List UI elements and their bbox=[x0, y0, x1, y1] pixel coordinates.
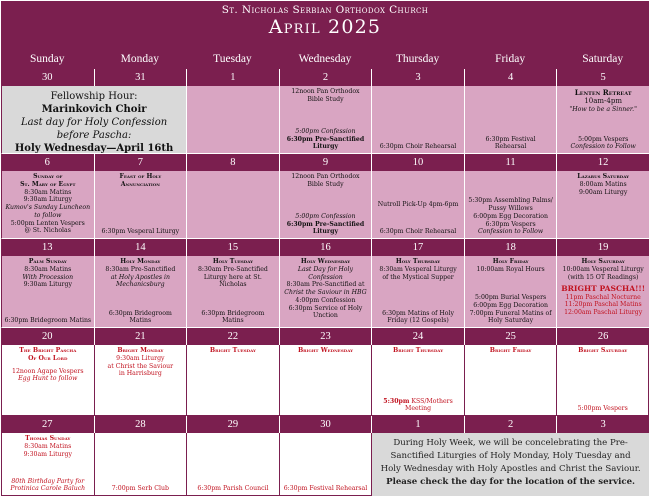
event-text: 7:00pm Funeral Matins of bbox=[469, 309, 552, 317]
event-title: Thomas Sunday bbox=[25, 435, 71, 442]
pascha-banner: BRIGHT PASCHA!!! bbox=[561, 284, 646, 294]
day-cell-apr24 bbox=[371, 345, 464, 416]
fellowship-hour-box bbox=[1, 86, 186, 154]
date-number: 31 bbox=[94, 69, 187, 86]
event-text: 6:00pm Egg Decoration bbox=[473, 212, 548, 220]
day-cell-apr28 bbox=[94, 433, 187, 496]
date-number: 2 bbox=[279, 69, 372, 86]
event-text: Matins bbox=[222, 317, 244, 325]
event-text: 8:30am Matins bbox=[24, 265, 72, 273]
date-number: 18 bbox=[464, 239, 557, 256]
event-text: at Holy Apostles in bbox=[110, 273, 170, 281]
event-text: Unction bbox=[313, 312, 338, 320]
day-cell-apr29 bbox=[186, 433, 279, 496]
event-text: 8:30am Matins bbox=[24, 442, 72, 450]
event-text: 6:30pm Choir Rehearsal bbox=[379, 143, 457, 151]
note-emphasis: Please check the day for the location of the service. bbox=[386, 476, 636, 487]
event-title: Holy Monday bbox=[120, 258, 161, 265]
event-text: at Christ the Saviour bbox=[107, 362, 174, 370]
event-text: (with 15 OT Readings) bbox=[567, 273, 639, 281]
date-number: 29 bbox=[186, 416, 279, 433]
event-text: 6:30pm Festival bbox=[485, 135, 536, 143]
date-number: 24 bbox=[371, 328, 464, 345]
day-cell-apr16 bbox=[279, 256, 372, 328]
date-number: 5 bbox=[556, 69, 649, 86]
event-text: to follow bbox=[34, 211, 62, 219]
day-cell-apr1 bbox=[186, 86, 279, 154]
date-number: 2 bbox=[464, 416, 557, 433]
event-title: Holy Saturday bbox=[581, 258, 625, 265]
event-text: Pussy Willows bbox=[488, 205, 533, 212]
day-cell-apr6 bbox=[1, 171, 94, 239]
day-cell-apr2 bbox=[279, 86, 372, 154]
event-text: Liturgy bbox=[312, 228, 339, 236]
event-text: 9:30am Liturgy bbox=[23, 196, 72, 204]
event-text: Nicholas bbox=[219, 281, 247, 289]
event-text: 6:30pm Service of Holy bbox=[288, 304, 363, 312]
event-text: Rehearsal bbox=[494, 143, 527, 151]
note-text: During Holy Week, we will be concelebrating the Pre-Sanctified Liturgies of Holy Monday, Holy Tuesday and Holy Wednesday with Holy Apostles and Christ the Saviour. bbox=[380, 438, 641, 474]
event-title: Lazarus Saturday bbox=[577, 173, 630, 180]
event-text: 10am-4pm bbox=[584, 97, 622, 105]
weekday-sunday: Sunday bbox=[30, 53, 65, 65]
event-text: 7:00pm Serb Club bbox=[111, 485, 169, 493]
fellowship-line: Fellowship Hour: bbox=[50, 91, 138, 102]
event-text: 6:30pm Pre-Sanctified bbox=[286, 220, 365, 228]
day-cell-apr19 bbox=[556, 256, 649, 328]
event-text: Liturgy bbox=[312, 143, 339, 151]
date-number: 13 bbox=[42, 242, 53, 253]
event-text: Meeting bbox=[404, 405, 432, 413]
event-title: Holy Tuesday bbox=[212, 258, 253, 265]
date-number: 15 bbox=[186, 239, 279, 256]
event-title: Holy Thursday bbox=[395, 258, 441, 265]
event-title: Lenten Retreat bbox=[574, 88, 632, 97]
day-cell-apr21 bbox=[94, 345, 187, 416]
day-cell-apr22 bbox=[186, 345, 279, 416]
event-text: Matins bbox=[129, 317, 152, 325]
date-number: 9 bbox=[279, 154, 372, 171]
weekday-wednesday: Wednesday bbox=[298, 53, 352, 65]
holy-week-note bbox=[371, 433, 649, 496]
week1-date-row bbox=[1, 69, 649, 86]
day-cell-apr14 bbox=[94, 256, 187, 328]
weekday-header-row bbox=[1, 49, 649, 69]
date-number: 6 bbox=[44, 157, 50, 168]
fellowship-line: before Pascha: bbox=[56, 130, 132, 141]
event-text: Liturgy here at St. bbox=[203, 273, 262, 281]
event-text: 10:00am Royal Hours bbox=[476, 265, 545, 273]
week5-date-row bbox=[1, 416, 649, 433]
day-cell-apr30 bbox=[279, 433, 372, 496]
event-text: 6:30pm Parish Council bbox=[197, 485, 269, 493]
event-title: Bright Monday bbox=[117, 347, 164, 354]
event-title: Bright Thursday bbox=[392, 347, 444, 354]
date-number: 1 bbox=[371, 416, 464, 433]
date-number: 20 bbox=[42, 331, 53, 342]
event-text: 8:30am Pre-Sanctified at bbox=[286, 281, 365, 289]
event-text: Protinica Carole Baluch bbox=[10, 485, 86, 493]
event-text: 5:00pm Confession bbox=[295, 127, 356, 135]
event-text: 12noon Pan Orthodox bbox=[291, 88, 360, 95]
day-cell-apr15 bbox=[186, 256, 279, 328]
event-text: Confession to Follow bbox=[570, 143, 636, 151]
calendar bbox=[1, 1, 649, 500]
event-text: 5:00pm Lenten Vespers bbox=[10, 219, 85, 227]
day-cell-apr23 bbox=[279, 345, 372, 416]
event-text: 8:00am Matins bbox=[579, 180, 627, 188]
event-title: Holy Wednesday bbox=[300, 258, 351, 265]
date-number: 3 bbox=[371, 69, 464, 86]
event-text: With Procession bbox=[22, 273, 74, 281]
date-number: 28 bbox=[94, 416, 187, 433]
day-cell-apr10 bbox=[371, 171, 464, 239]
week3-date-row bbox=[1, 239, 649, 256]
event-text: 9:30am Liturgy bbox=[116, 354, 165, 362]
event-text: 9:00am Liturgy bbox=[578, 188, 628, 196]
event-text: 5:00pm Confession bbox=[295, 212, 356, 220]
weekday-tuesday: Tuesday bbox=[213, 53, 252, 65]
event-text: @ St. Nicholas bbox=[24, 227, 71, 235]
event-text: 6:00pm Egg Decoration bbox=[473, 301, 548, 309]
fellowship-line: Last day for Holy Confession bbox=[20, 117, 168, 128]
date-number: 11 bbox=[464, 154, 557, 171]
date-number: 30 bbox=[279, 416, 372, 433]
day-cell-apr7 bbox=[94, 171, 187, 239]
event-title: Sunday of bbox=[33, 173, 63, 180]
date-number: 4 bbox=[464, 69, 557, 86]
event-text: 80th Birthday Party for bbox=[11, 477, 85, 485]
day-cell-apr18 bbox=[464, 256, 557, 328]
event-text: KSS/Mothers bbox=[409, 397, 453, 405]
date-number: 27 bbox=[42, 419, 53, 430]
event-text: 10:00am Vesperal Liturgy bbox=[562, 265, 644, 273]
event-text: Confession bbox=[308, 273, 343, 281]
event-text: Nutroll Pick-Up 4pm-6pm bbox=[377, 201, 459, 208]
event-text: Mechanicsburg bbox=[116, 281, 165, 289]
week5-cells bbox=[1, 433, 649, 496]
day-cell-apr9 bbox=[279, 171, 372, 239]
event-text: 6:30pm Bridegroom bbox=[108, 309, 172, 317]
event-text: Bible Study bbox=[307, 95, 344, 103]
event-title: Feast of Holy bbox=[119, 173, 162, 180]
event-title: Holy Friday bbox=[492, 258, 529, 265]
event-text: 12noon Agape Vespers bbox=[12, 367, 84, 375]
weekday-monday: Monday bbox=[120, 53, 160, 65]
date-number: 25 bbox=[464, 328, 557, 345]
event-text: 12:00am Paschal Liturgy bbox=[564, 309, 643, 317]
weekday-friday: Friday bbox=[495, 53, 526, 65]
event-text: 5:00pm Vespers bbox=[578, 135, 629, 143]
date-number: 8 bbox=[186, 154, 279, 171]
church-name: St. Nicholas Serbian Orthodox Church bbox=[221, 4, 429, 16]
week3-cells bbox=[1, 256, 649, 328]
event-text: 9:30am Liturgy bbox=[23, 281, 72, 289]
event-text: 5:00pm Burial Vespers bbox=[474, 294, 547, 301]
event-text: Confession to Follow bbox=[477, 228, 544, 236]
day-cell-apr8 bbox=[186, 171, 279, 239]
event-title: Bright Saturday bbox=[578, 347, 628, 354]
event-text: Holy Saturday bbox=[488, 317, 534, 325]
date-number: 30 bbox=[42, 72, 53, 83]
event-text: 12noon Pan Orthodox bbox=[291, 173, 360, 180]
weekday-saturday: Saturday bbox=[582, 53, 624, 65]
day-cell-apr3 bbox=[371, 86, 464, 154]
event-title: Bright Tuesday bbox=[209, 347, 256, 354]
date-number: 12 bbox=[556, 154, 649, 171]
date-number: 16 bbox=[279, 239, 372, 256]
day-cell-apr20 bbox=[1, 345, 94, 416]
weekday-thursday: Thursday bbox=[395, 53, 440, 65]
event-text: "How to be a Sinner." bbox=[569, 105, 637, 113]
event-text: Kumov's Sunday Luncheon bbox=[5, 204, 91, 211]
day-cell-apr17 bbox=[371, 256, 464, 328]
event-text: in Harrisburg bbox=[118, 370, 162, 378]
event-text: 6:30pm Bridegroom Matins bbox=[4, 317, 92, 325]
event-text: of the Mystical Supper bbox=[382, 273, 454, 281]
date-number: 23 bbox=[279, 328, 372, 345]
day-cell-apr27 bbox=[1, 433, 94, 496]
event-text: 6:30pm Bridegroom bbox=[201, 309, 265, 317]
calendar-grid bbox=[1, 49, 649, 496]
event-title: Bright Wednesday bbox=[297, 347, 353, 354]
event-title: St. Mary of Egypt bbox=[20, 180, 76, 188]
event-text: 11pm Paschal Nocturne bbox=[565, 293, 641, 301]
event-title: Of Our Lord bbox=[28, 354, 68, 362]
day-cell-apr13 bbox=[1, 256, 94, 328]
event-text: 6:30pm Choir Rehearsal bbox=[379, 228, 457, 236]
calendar-header bbox=[1, 1, 649, 49]
event-title: Annunciation bbox=[120, 180, 160, 188]
fellowship-line: Holy Wednesday—April 16th bbox=[14, 143, 174, 154]
event-text: 8:30am Matins bbox=[24, 188, 72, 196]
date-number: 22 bbox=[186, 328, 279, 345]
date-number: 19 bbox=[556, 239, 649, 256]
date-number: 10 bbox=[371, 154, 464, 171]
day-cell-apr25 bbox=[464, 345, 557, 416]
event-text: 6:30pm Festival Rehearsal bbox=[283, 485, 368, 493]
event-time: 5:30pm bbox=[383, 397, 410, 405]
event-text: 8:30am Pre-Sanctified bbox=[105, 265, 176, 273]
week4-cells bbox=[1, 345, 649, 416]
day-cell-apr5 bbox=[556, 86, 649, 154]
event-text: 6:30pm Matins of Holy bbox=[382, 309, 454, 317]
week2-date-row bbox=[1, 154, 649, 171]
event-text: Friday (12 Gospels) bbox=[387, 317, 449, 325]
event-title: Palm Sunday bbox=[28, 258, 67, 265]
day-cell-apr26 bbox=[556, 345, 649, 416]
event-text: 9:30am Liturgy bbox=[23, 450, 72, 458]
event-title: The Bright Pascha bbox=[19, 347, 77, 354]
date-number: 3 bbox=[556, 416, 649, 433]
event-title: Bright Friday bbox=[489, 347, 532, 354]
event-text: Egg Hunt to follow bbox=[18, 375, 78, 383]
date-number: 26 bbox=[556, 328, 649, 345]
fellowship-line: Marinkovich Choir bbox=[41, 104, 147, 115]
date-number: 14 bbox=[94, 239, 187, 256]
week1-cells bbox=[1, 86, 649, 154]
event-text: Christ the Saviour in HBG bbox=[284, 289, 367, 296]
event-text: 6:30pm Pre-Sanctified bbox=[286, 135, 365, 143]
date-number: 17 bbox=[371, 239, 464, 256]
date-number: 21 bbox=[94, 328, 187, 345]
event-text: 6:30pm Vespers bbox=[485, 220, 536, 228]
event-text: 5:00pm Vespers bbox=[577, 405, 628, 413]
event-text: 5:30pm Assembling Palms/ bbox=[468, 197, 553, 205]
month-title: April 2025 bbox=[268, 16, 382, 38]
date-number: 7 bbox=[94, 154, 187, 171]
event-text: 4:00pm Confession bbox=[295, 296, 356, 304]
event-text: Last Day for Holy bbox=[297, 265, 353, 273]
week2-cells bbox=[1, 171, 649, 239]
day-cell-apr11 bbox=[464, 171, 557, 239]
day-cell-apr4 bbox=[464, 86, 557, 154]
week4-date-row bbox=[1, 328, 649, 345]
date-number: 1 bbox=[186, 69, 279, 86]
event-text: 6:30pm Vesperal Liturgy bbox=[101, 228, 180, 236]
event-text: 8:30am Pre-Sanctified bbox=[197, 265, 268, 273]
event-text: 11:20pm Paschal Matins bbox=[564, 301, 642, 309]
event-text: 8:30am Vesperal Liturgy bbox=[379, 265, 457, 273]
day-cell-apr12 bbox=[556, 171, 649, 239]
event-text: Bible Study bbox=[307, 180, 344, 188]
